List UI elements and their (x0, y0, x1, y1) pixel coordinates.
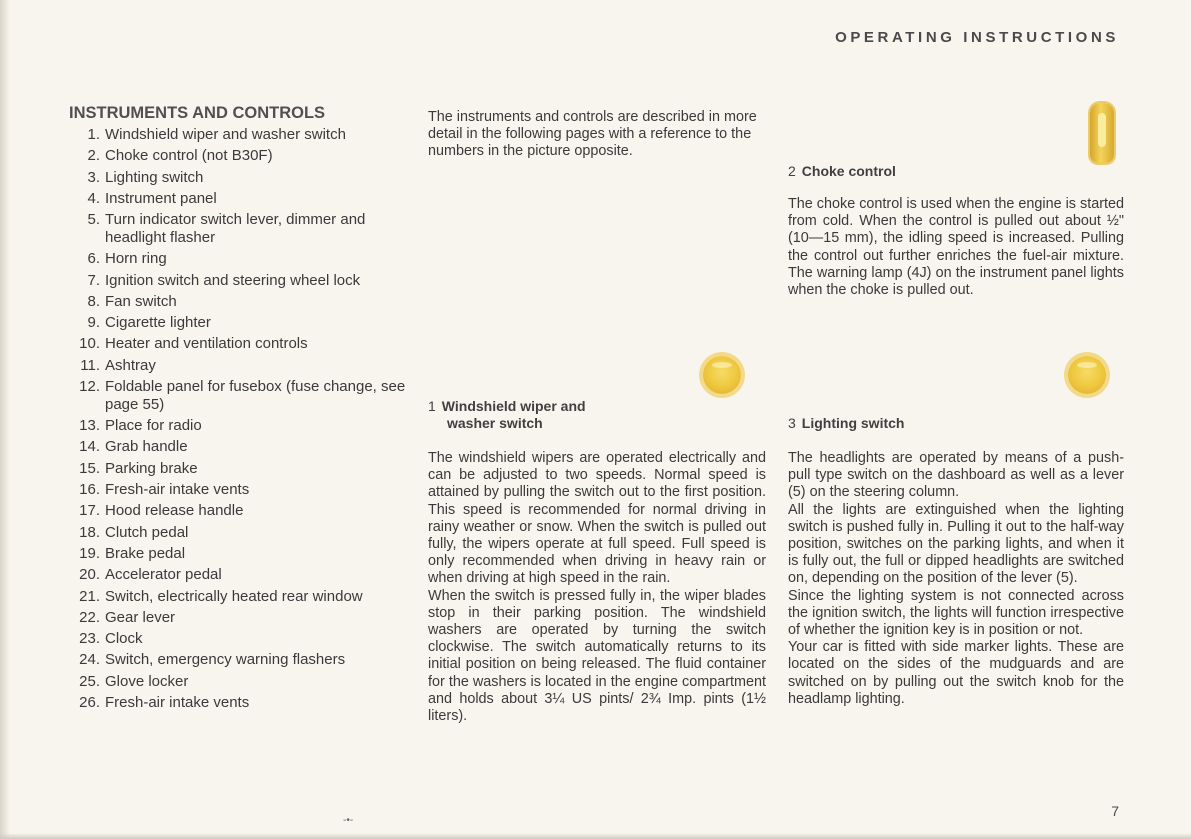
list-item-label: Fan switch (105, 292, 177, 310)
wiper-paragraph: When the switch is pressed fully in, the wiper blades stop in their parking position. The windshield washers are operated by turning the switch clockwise. The switch automatically returns to its initial position on being released. The fluid container for the washers is located in the engine compartment and holds about 3¼ US pints/ 2¾ Imp. pints (1½ liters). (428, 587, 766, 725)
list-item-label: Windshield wiper and washer switch (105, 126, 346, 143)
wiper-paragraph: The windshield wipers are operated electrically and can be adjusted to two speeds. Normal speed is attained by pulling the switch out to the first position. This speed is recommended for normal driving in rainy weather or snow. When the switch is pulled out fully, the wipers operate at full speed. Full speed is only recommended when driving in heavy rain or when driving at high speed in the rain. (428, 450, 766, 587)
instruments-title: INSTRUMENTS AND CONTROLS (69, 104, 326, 122)
instruments-list (69, 126, 409, 712)
list-item-label: Hood release handle (105, 502, 244, 520)
list-item-number: 7. (87, 271, 100, 289)
list-item (69, 460, 409, 478)
list-item-label: Clutch pedal (105, 523, 189, 541)
list-item (69, 524, 409, 542)
list-item (69, 169, 409, 187)
list-item (69, 357, 409, 375)
lighting-paragraph: All the lights are extinguished when the lighting switch is pushed fully in. Pulling it out to the half-way position, switches on the parking lights, and when it is fully out, the full or dipped headlights are switched on, depending on the position of the lever (5). (788, 501, 1124, 587)
list-item (69, 314, 409, 332)
list-item-number: 21. (79, 587, 100, 605)
wiper-text-block (428, 450, 766, 725)
list-item-number: 11. (80, 356, 100, 374)
page-header: OPERATING INSTRUCTIONS (835, 29, 1119, 46)
list-item (69, 651, 409, 669)
list-item-number: 23. (79, 630, 100, 648)
list-item-label: Parking brake (105, 459, 198, 477)
list-item (69, 566, 409, 584)
choke-knob-icon (1090, 103, 1114, 163)
choke-title: Choke control (801, 163, 896, 179)
list-item (69, 293, 409, 311)
list-item-number: 8. (87, 292, 100, 310)
list-item (69, 272, 409, 290)
list-item-number: 17. (79, 502, 100, 520)
list-item-number: 15. (79, 459, 100, 477)
choke-section-number: 2 (788, 163, 796, 179)
list-item-number: 5. (87, 211, 100, 229)
list-item-number: 9. (87, 314, 100, 332)
list-item-label: Brake pedal (105, 544, 186, 562)
list-item-label: Heater and ventilation controls (105, 335, 308, 353)
page-bottom-shadow (0, 833, 1191, 839)
list-item-number: 18. (79, 523, 100, 541)
list-item-label: Fresh-air intake vents (105, 481, 250, 499)
list-item-number: 14. (79, 438, 100, 456)
list-item-label: Ignition switch and steering wheel lock (105, 271, 361, 289)
list-item-label: Place for radio (105, 417, 202, 435)
list-item (69, 211, 409, 247)
crop-mark: -•- (343, 815, 354, 826)
list-item (69, 126, 409, 144)
list-item (69, 481, 409, 499)
list-item-number: 22. (79, 608, 100, 626)
list-item (69, 147, 409, 165)
list-item-label: Instrument panel (105, 189, 217, 207)
list-item-label: Glove locker (105, 672, 189, 690)
list-item-number: 6. (87, 250, 100, 268)
list-item-number: 25. (79, 672, 100, 690)
list-item-number: 1. (87, 126, 100, 143)
list-item (69, 630, 409, 648)
instruments-section (69, 104, 409, 715)
wiper-title-line1: Windshield wiper and (441, 398, 586, 414)
list-item-label: Grab handle (105, 438, 188, 456)
wiper-section-number: 1 (428, 398, 436, 414)
lighting-paragraph: The headlights are operated by means of a push-pull type switch on the dashboard as well as a lever (5) on the steering column. (788, 450, 1124, 501)
list-item-label: Cigarette lighter (105, 314, 211, 332)
list-item-label: Horn ring (105, 250, 167, 268)
list-item-label: Foldable panel for fusebox (fuse change, see page 55) (105, 378, 406, 413)
list-item-number: 16. (79, 481, 100, 499)
list-item-label: Gear lever (105, 608, 176, 626)
list-item-number: 10. (79, 335, 100, 353)
choke-text-block (788, 196, 1124, 299)
list-item (69, 417, 409, 435)
page-number: 7 (1111, 803, 1119, 819)
list-item-label: Ashtray (105, 356, 156, 374)
list-item (69, 609, 409, 627)
choke-section-title (788, 163, 896, 180)
list-item-label: Switch, electrically heated rear window (105, 587, 363, 605)
list-item (69, 545, 409, 563)
list-item (69, 438, 409, 456)
list-item-number: 4. (87, 189, 100, 207)
list-item-label: Accelerator pedal (105, 566, 222, 584)
lighting-section-title (788, 415, 904, 432)
list-item-number: 26. (79, 694, 100, 712)
list-item-label: Switch, emergency warning flashers (105, 651, 346, 669)
list-item (69, 588, 409, 606)
wiper-title-line2: washer switch (447, 415, 543, 431)
list-item-number: 2. (87, 147, 100, 165)
lighting-text-block (788, 450, 1124, 708)
list-item (69, 335, 409, 353)
lighting-section-number: 3 (788, 415, 796, 431)
list-item (69, 378, 409, 414)
list-item (69, 502, 409, 520)
intro-text: The instruments and controls are described in more detail in the following pages with a reference to the numbers in the picture opposite. (428, 109, 757, 160)
list-item-number: 24. (79, 651, 100, 669)
lighting-paragraph: Your car is fitted with side marker lights. These are located on the sides of the mudguards and are switched on by pulling out the switch knob for the headlamp lighting. (788, 639, 1124, 707)
list-item-label: Lighting switch (105, 168, 204, 186)
list-item-label: Clock (105, 630, 143, 648)
lighting-paragraph: Since the lighting system is not connected across the ignition switch, the lights will function irrespective of whether the ignition key is in position or not. (788, 587, 1124, 639)
intro-block (428, 109, 766, 161)
list-item (69, 694, 409, 712)
wiper-section-title (428, 398, 586, 432)
list-item-number: 12. (79, 378, 100, 396)
list-item-label: Choke control (not B30F) (105, 147, 273, 165)
list-item (69, 190, 409, 208)
list-item (69, 673, 409, 691)
list-item-number: 20. (79, 566, 100, 584)
lighting-title: Lighting switch (801, 415, 905, 431)
list-item-number: 13. (79, 417, 100, 435)
choke-paragraph: The choke control is used when the engine is started from cold. When the control is pulled out about ½" (10—15 mm), the idling speed is increased. Pulling the control out further enriches the fuel-air mixture. The warning lamp (4J) on the instrument panel lights when the choke is pulled out. (788, 196, 1124, 299)
wiper-switch-knob-icon (703, 356, 741, 394)
page-edge-shadow (0, 0, 10, 839)
lighting-switch-knob-icon (1068, 356, 1106, 394)
list-item (69, 250, 409, 268)
list-item-number: 19. (79, 544, 100, 562)
list-item-label: Turn indicator switch lever, dimmer and headlight flasher (105, 211, 366, 246)
list-item-number: 3. (87, 168, 100, 186)
list-item-label: Fresh-air intake vents (105, 694, 250, 712)
